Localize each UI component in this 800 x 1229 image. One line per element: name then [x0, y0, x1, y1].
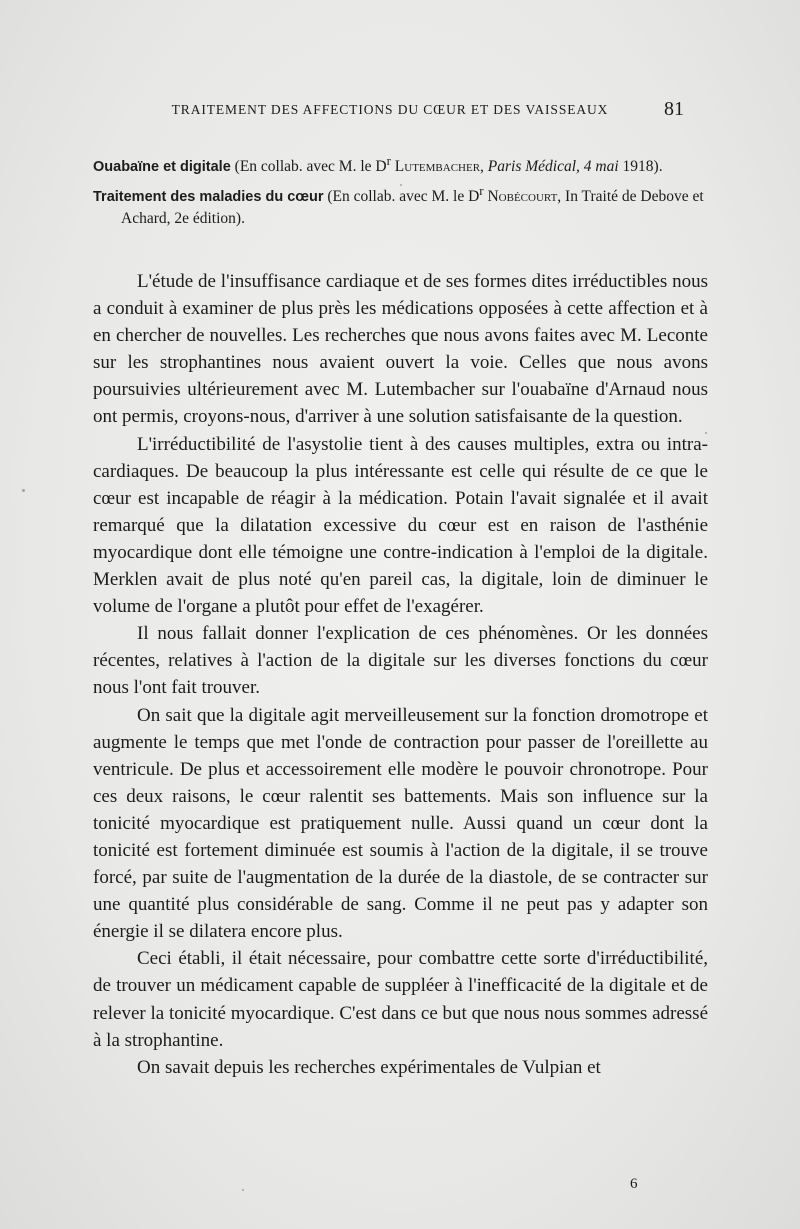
- paragraph: L'étude de l'insuffisance cardiaque et de ses formes dites irréductibles nous a conduit à examiner de plus près les médications opposées à cette affection et à en chercher de nouvelles. Les recherches que nous avons faites avec M. Leconte sur les strophantines nous avaient ouvert la voie. Celles que nous avons poursuivies ultérieurement avec M. Lutembacher sur l'ouabaïne d'Arnaud nous ont permis, croyons-nous, d'arriver à une solution satisfaisante de la question.: [93, 271, 708, 428]
- paper-speck: [705, 432, 707, 434]
- bibliography-entry: [93, 180, 708, 229]
- entry-source: In Traité de Debove et Achard, 2e édition).: [121, 188, 704, 228]
- entry-collab: (En collab. avec M. le D: [230, 158, 387, 176]
- entry-sup: r: [479, 183, 484, 199]
- entry-collab: (En collab. avec M. le D: [323, 188, 480, 206]
- paragraph: Il nous fallait donner l'explication de ces phénomènes. Or les données récentes, relatives à l'action de la digitale sur les diverses fonctions du cœur nous l'ont fait trouver.: [93, 623, 708, 699]
- entry-title: Ouabaïne et digitale: [93, 159, 231, 176]
- signature-mark: 6: [630, 1176, 638, 1192]
- paper-speck: [400, 184, 402, 186]
- entry-date: 1918).: [618, 158, 663, 176]
- body-text: [93, 268, 708, 1081]
- paragraph: On sait que la digitale agit merveilleusement sur la fonction dromotrope et augmente le temps que met l'onde de contraction pour passer de l'oreillette au ventricule. De plus et accessoirement elle modère le pouvoir chronotrope. Pour ces deux raisons, le cœur ralentit ses battements. Mais son influence sur la tonicité myocardique est pratiquement nulle. Aussi quand un cœur dont la tonicité est fortement diminuée est soumis à l'action de la digitale, il se trouve forcé, par suite de l'augmentation de la durée de la diastole, de se contracter sur une quantité plus considérable de sang. Comme il ne peut pas y adapter son énergie il se dilatera encore plus.: [93, 704, 708, 943]
- paragraph: Ceci établi, il était nécessaire, pour combattre cette sorte d'irréductibilité, de trouver un médicament capable de suppléer à l'inefficacité de la digitale et de relever la tonicité myocardique. C'est dans ce but que nous nous sommes adressé à la strophantine.: [93, 948, 708, 1051]
- page-number: 81: [664, 98, 684, 120]
- running-head: TRAITEMENT DES AFFECTIONS DU CŒUR ET DES VAISSEAUX: [171, 102, 609, 117]
- bibliography-list: [93, 150, 708, 231]
- paragraph: L'irréductibilité de l'asystolie tient à des causes multiples, extra ou intra-cardiaques. De beaucoup la plus intéressante est celle qui résulte de ce que le cœur est incapable de réagir à la médication. Potain l'avait signalée et il avait remarqué que la dilatation excessive du cœur est en raison de l'asthénie myocardique dont elle témoigne une contre-indication à l'emploi de la digitale. Merklen avait de plus noté qu'en pareil cas, la digitale, loin de diminuer le volume de l'organe a plutôt pour effet de l'exagérer.: [93, 433, 708, 618]
- paper-speck: [242, 1189, 244, 1191]
- entry-sup: r: [386, 153, 391, 168]
- entry-author: Lutembacher: [390, 158, 481, 176]
- entry-comma: ,: [557, 188, 566, 206]
- entry-comma: ,: [480, 158, 488, 176]
- entry-journal: Paris Médical, 4 mai: [487, 158, 619, 176]
- entry-author: Nobécourt: [483, 188, 558, 206]
- bibliography-entry: [93, 150, 708, 178]
- entry-title: Traitement des maladies du cœur: [93, 189, 324, 206]
- paragraph: On savait depuis les recherches expérimentales de Vulpian et: [137, 1056, 601, 1078]
- paper-speck: [22, 489, 25, 492]
